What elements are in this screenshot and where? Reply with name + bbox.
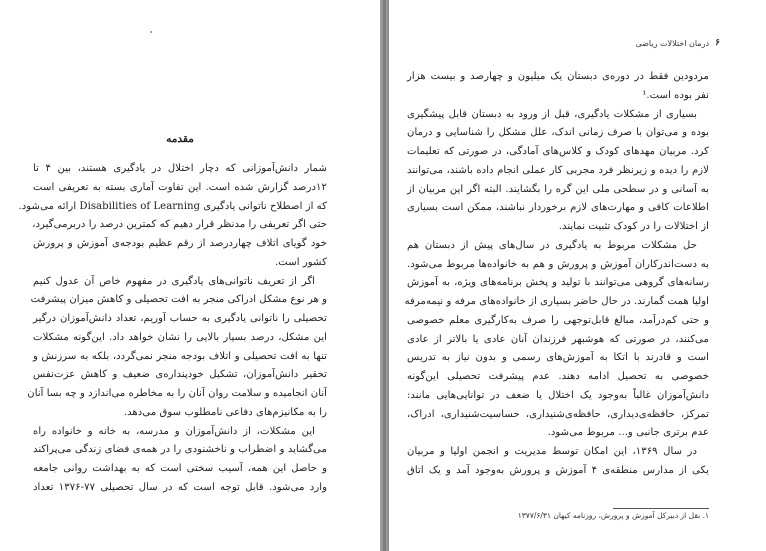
text-line: شمار دانش‌آموزانی که دچار اختلال در یادگیری هستند، بین ۴ تا (33, 163, 327, 174)
page-title: مقدمه (166, 133, 194, 145)
text-line: دانش‌آموزان غالباً به‌وجود یک اختلال یا ضعف در توانایی‌هایی مانند: (407, 389, 709, 401)
text-line: و هر نوع مشکل ادراکی منجر به افت تحصیلی و کاهش میزان پیشرفت (30, 294, 327, 306)
right-page-body (404, 68, 709, 481)
text-line: که از اصطلاح ناتوانی یادگیری Disabilities of Learning ارائه می‌شود. (18, 200, 327, 212)
left-page (0, 0, 380, 551)
text-line: به آسانی و در سطحی ملی این گره را بگشایند. البته اگر این مربیان از (407, 183, 709, 195)
text-line: مردودین فقط در دوره‌ی دبستان یک میلیون و چهارصد و بیست هزار (407, 71, 709, 82)
text-line: کشور است. (275, 256, 327, 268)
text-line: بوده و می‌توان با صرف زمانی اندک، علل مشکل را شناسایی و درمان (407, 127, 709, 139)
text-line: تمرکز، حافظه‌ی‌دیداری، حافظه‌ی‌شنیداری، حساسیت‌شنیداری، ادراک، (407, 408, 709, 420)
text-line: می‌کنند، در صورتی که هوشبهر فرزندان آنان عادی یا بالاتر از عادی (407, 333, 709, 345)
left-page-body (18, 160, 328, 498)
running-head: درمان اختلالات ریاضی (635, 39, 709, 48)
right-page (389, 0, 766, 551)
text-line: یکی از مدارس منطقه‌ی ۴ آموزش و پرورش به‌وجود آمد و یک اتاق (407, 464, 709, 476)
text-line: خود گویای اتلاف چهاردرصد از رقم عظیم بودجه‌ی آموزش و پرورش (33, 238, 327, 249)
text-line: اگر از تعریف ناتوانی‌های یادگیری در مفهوم خاص آن عدول کنیم (33, 275, 315, 287)
text-line: اطلاعات کافی و مهارت‌های لازم برخوردار نباشند، ممکن است بسیاری (407, 202, 709, 214)
text-line: این مشکلات، از دانش‌آموزان و مدرسه، به خانه و خانواده راه (33, 425, 315, 437)
text-line: تحقیر دانش‌آموزان، تشکیل خودپنداره‌ی ضعیف و کاهش عزت‌نفس (33, 369, 327, 381)
scan-speck (150, 31, 152, 33)
text-line: ۱۲درصد گزارش شده است. این تفاوت آماری بسته به تعریفی است (33, 181, 327, 193)
book-gutter (380, 0, 389, 551)
page-number: ۶ (715, 38, 720, 48)
text-line: و حاصل این همه، آسیب سختی است که به بهداشت روانی جامعه (33, 463, 327, 474)
text-line: عدم برتری جانبی و... مربوط می‌شود. (547, 427, 709, 439)
text-line: تنها به افت تحصیلی و اتلاف بودجه منجر نمی‌گردد، بلکه به سرزنش و (33, 350, 327, 362)
text-line: تحصیلی را ناتوانی یادگیری به حساب آوریم، تعداد دانش‌آموزان درگیر (33, 313, 327, 324)
text-line: خصوصی به تحصیل ادامه دهند. عدم پیشرفت تحصیلی این‌گونه (407, 371, 709, 382)
text-line: و حتی کم‌درآمد، مبالغ قابل‌توجهی را صرف به‌کارگیری معلم خصوصی (407, 314, 709, 326)
text-line: وارد می‌شود. قابل توجه است که در سال تحصیلی ۷۷-۱۳۷۶ تعداد (33, 481, 328, 493)
text-line: آنان انجامیده و سلامت روان آنان را به مخاطره می‌اندازد و چه بسا آنان (27, 388, 327, 399)
text-line: از اختلالات را در کودک تثبیت نمایند. (558, 221, 709, 232)
text-line: بسیاری از مشکلات یادگیری، قبل از ورود به دبستان قابل پیشگیری (407, 108, 697, 120)
text-line: رسانه‌های گروهی می‌توانند با تولید و پخش برنامه‌های ویژه، به آموزش (407, 277, 709, 289)
text-line: را به مکانیزم‌های دفاعی نامطلوب سوق می‌دهد. (123, 406, 327, 418)
footnote-divider (613, 508, 709, 509)
text-line: در سال ۱۳۶۹، این امکان توسط مدیریت و انجمن اولیا و مربیان (407, 446, 697, 457)
text-line: است و قادرند با اتکا به آموزش‌های رسمی و بدون نیاز به تدریس (407, 352, 709, 364)
text-line: لازم را دیده و زیرنظر فرد مجربی کار عملی انجام داده باشند، می‌توانند (407, 164, 709, 176)
text-line: حل مشکلات مربوط به یادگیری در سال‌های پیش از دبستان هم (407, 239, 697, 251)
text-line: کرد. مربیان مهدهای کودک و کلاس‌های آمادگی، در صورتی که تعلیمات (407, 146, 709, 157)
text-line: به دست‌اندرکاران آموزش و پرورش و هم به خانواده‌ها مربوط می‌شود. (407, 258, 709, 270)
text-line: این مشکل، درصد بسیار بالایی را نشان خواهد داد. این‌گونه مشکلات (33, 331, 327, 343)
text-line: می‌گشاید و اضطراب و ناخشنودی را در همه‌ی فضای زندگی می‌پراکند (33, 444, 327, 456)
text-line: نفر بوده است.¹ (642, 89, 709, 101)
text-line: اولیا همت گمارند. در حال حاضر بسیاری از خانواده‌های مرفه و نیمه‌مرفه (404, 296, 709, 307)
text-line: حتی اگر تعریفی را مدنظر قرار دهیم که کمترین درصد را دربرمی‌گیرد، (32, 219, 327, 231)
footnote: ۱. نقل از دبیرکل آموزش و پرورش، روزنامه کیهان ۱۳۷۷/۶/۳۱ (517, 511, 709, 520)
